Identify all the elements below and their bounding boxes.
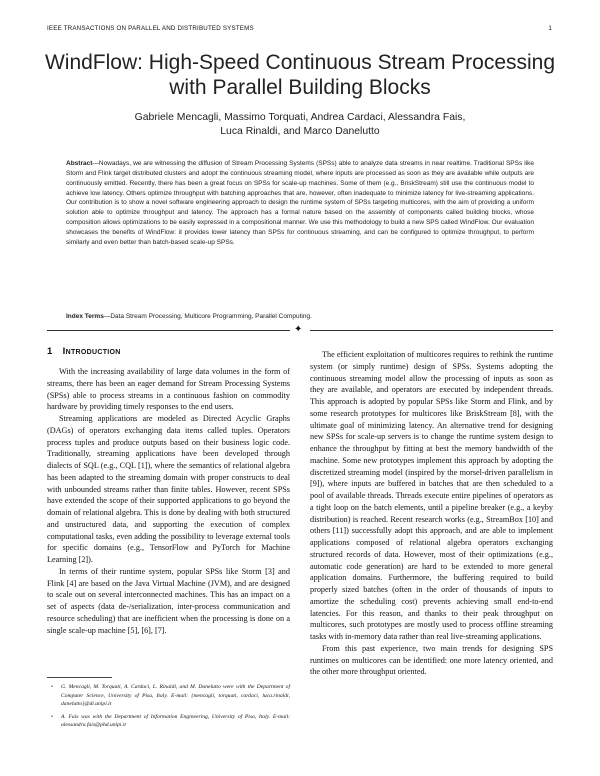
bullet-icon: • [51, 684, 53, 690]
abstract [66, 159, 534, 248]
footnote-text: A. Fais was with the Department of Information Engineering, University of Pisa, Italy. E-mail: alessandra.fais@phd.unipi.it [61, 713, 290, 729]
author-line-1: Gabriele Mencagli, Massimo Torquati, Andrea Cardaci, Alessandra Fais, [134, 112, 466, 123]
author-list [60, 111, 540, 139]
left-column [47, 366, 290, 636]
section-heading [47, 346, 121, 357]
footnote-item [47, 683, 290, 709]
running-header [47, 25, 552, 32]
paragraph: The efficient exploitation of multicores requires to rethink the runtime system (or simply runtime) design of SPSs. Systems adopting the continuous streaming model allow the processing of inputs as soon as they are available, and operators are executed by independent threads. This approach is adopted by popular SPSs like Storm and Flink, and by some research prototypes for multicores like BriskStream [8], with the ultimate goal of minimizing latency. An alternative trend for designing new SPSs for scale-up servers is to change the runtime system design to enhance the throughput by fitting at best the memory bandwidth of the machine. Some new prototypes implement this approach by adopting the discretized streaming model (inspired by the morsel-driven parallelism in [9]), where inputs are buffered in batches that are then scheduled to a pool of available threads. Threads execute entire pipelines of operators as a tight loop on the batch elements, until a pipeline breaker (e.g., a keyby distribution) is reached. Recent research works (e.g., StreamBox [10] and others [11]) successfully adopt this approach, and are able to implement applications composed of relational algebra operators exchanging structured records of data. However, most of their optimizations (e.g., automatic code generation) are hard to be extended to more general application domains. Furthermore, the buffering required to build properly sized batches (often in the order of thousands of inputs to amortize the scheduling cost) prevents achieving small end-to-end latencies. For this reason, and thanks to their peak throughput on multicores, such prototypes are mostly used to process offline streaming tasks with in-memory data rather than real live-streaming applications. [310, 350, 553, 641]
section-title: Introduction [62, 346, 121, 357]
paper-title: WindFlow: High-Speed Continuous Stream Processing with Parallel Building Blocks [44, 51, 556, 99]
section-divider-left [47, 330, 290, 331]
divider-diamond-icon: ✦ [294, 324, 303, 335]
section-divider-right [310, 330, 553, 331]
page-number: 1 [548, 25, 552, 32]
paragraph: From this past experience, two main trends for designing SPS runtimes on multicores can be identified: one more latency oriented, and the other more throughput oriented. [310, 643, 553, 677]
bullet-icon: • [51, 713, 53, 720]
footnotes [47, 683, 290, 734]
footnote-item [47, 713, 290, 730]
right-column [310, 349, 553, 678]
index-terms-text: —Data Stream Processing, Multicore Programming, Parallel Computing. [103, 313, 312, 320]
author-line-2: Luca Rinaldi, and Marco Danelutto [220, 126, 380, 137]
journal-name: IEEE TRANSACTIONS ON PARALLEL AND DISTRIBUTED SYSTEMS [47, 25, 254, 32]
index-terms-label: Index Terms [66, 313, 104, 320]
paragraph: In terms of their runtime system, popular SPSs like Storm [3] and Flink [4] are based on the Java Virtual Machine (JVM), and are designed to scale out on several interconnected machines. This has an impact on a set of aspects (data de-/serialization, inter-process communication and resource scheduling) that are inefficient when the processing is done on a single scale-up machine [5], [6], [7]. [47, 566, 290, 635]
index-terms [66, 312, 534, 321]
paragraph: With the increasing availability of large data volumes in the form of streams, there has been an eager demand for Stream Processing Systems (SPSs) able to process streams in a continuous fashion on commodity hardware by providing timely responses to the end users. [47, 367, 290, 412]
footnote-text: G. Mencagli, M. Torquati, A. Cardaci, L. Rinaldi, and M. Danelutto were with the Department of Computer Science, University of Pisa, Italy. E-mail: {mencagli, torquati, cardaci, luca.rinaldi, danelutto}@di.unipi.it [61, 684, 290, 708]
section-number: 1 [47, 346, 53, 357]
footnote-rule [47, 677, 112, 678]
abstract-label: Abstract [66, 160, 93, 167]
paragraph: Streaming applications are modeled as Directed Acyclic Graphs (DAGs) of operators exchanging data items called tuples. Operators process tuples and produce outputs based on their business logic code. Traditionally, streaming applications have been developed through dialects of SQL (e.g., CQL [1]), where the semantics of relational algebra has been adapted to the streaming domain with proper constructs to deal with unbounded streams rather than finite tables. However, recent SPSs have extended the scope of their supported applications to go beyond the domain of relational algebra. This is done by dealing with both structured and unstructured data, and supporting the execution of complex computational tasks, even adding the possibility to leverage external tools for specific domains (e.g., TensorFlow and PyTorch for Machine Learning [2]). [47, 414, 290, 564]
abstract-text: —Nowadays, we are witnessing the diffusion of Stream Processing Systems (SPSs) able to analyze data streams in near realtime. Traditional SPSs like Storm and Flink target distributed clusters and adopt the continuous streaming model, where inputs are processed as soon as they are available while outputs are continuously emitted. Recently, there has been a great focus on SPSs for scale-up machines. Some of them (e.g., BriskStream) still use the continuous model to achieve low latency. Others optimize throughput with batching approaches that are, however, often inadequate to minimize latency for live-streaming applications. Our contribution is to show a novel software engineering approach to design the runtime system of SPSs targeting multicores, with the aim of providing a uniform solution able to optimize throughput and latency. The approach has a formal nature based on the assembly of components called building blocks, whose composition allows optimizations to be easily expressed in a compositional manner. We use this methodology to build a new SPS called WindFlow. Our evaluation showcases the benefits of WindFlow: it provides lower latency than SPSs for continuous streaming, and can be configured to optimize throughput, to perform similarly and even better than batch-based scale-up SPSs. [66, 160, 534, 246]
